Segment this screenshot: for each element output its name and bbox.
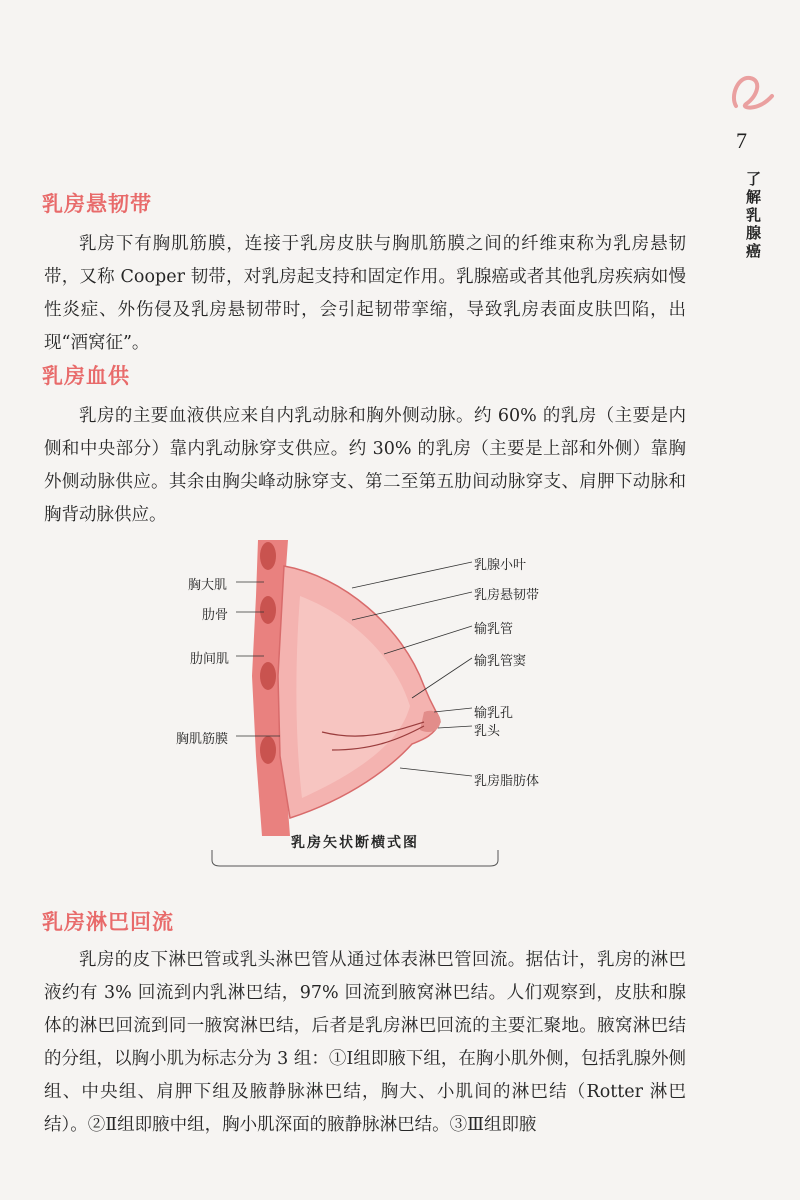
figure-label: 输乳管窦 [474,654,527,669]
section-heading: 乳房淋巴回流 [42,910,174,934]
section-body: 乳房的皮下淋巴管或乳头淋巴管从通过体表淋巴管回流。据估计，乳房的淋巴液约有 3% 回流到内乳淋巴结，97% 回流到腋窝淋巴结。人们观察到，皮肤和腺体的淋巴回流到同一腋窝淋巴结，后者是乳房淋巴回流的主要汇聚地。腋窝淋巴结的分组，以胸小肌为标志分为 3 组：①Ⅰ组即腋下组，在胸小肌外侧，包括乳腺外侧组、中央组、肩胛下组及腋静脉淋巴结，胸大、小肌间的淋巴结（Rotter 淋巴结）。②Ⅱ组即腋中组，胸小肌深面的腋静脉淋巴结。③Ⅲ组即腋 [44,950,686,1135]
figure-label: 乳头 [474,724,501,739]
figure-label: 肋间肌 [190,652,230,667]
caption-bracket [210,850,500,870]
figure-caption: 乳房矢状断横式图 [291,835,419,851]
figure-label: 乳腺小叶 [474,558,527,573]
figure-label: 乳房悬韧带 [474,588,540,603]
section-body: 乳房的主要血液供应来自内乳动脉和胸外侧动脉。约 60% 的乳房（主要是内侧和中央部分）靠内乳动脉穿支供应。约 30% 的乳房（主要是上部和外侧）靠胸外侧动脉供应。其余由胸尖峰动脉穿支、第二至第五肋间动脉穿支、肩胛下动脉和胸背动脉供应。 [44,406,686,525]
pink-ribbon-icon [728,66,778,116]
chapter-title: 了解乳腺癌 [746,170,762,260]
section-heading: 乳房血供 [42,364,130,388]
figure-label: 输乳孔 [474,706,514,721]
figure-label: 肋骨 [202,608,229,623]
section-body: 乳房下有胸肌筋膜，连接于乳房皮肤与胸肌筋膜之间的纤维束称为乳房悬韧带，又称 Cooper 韧带，对乳房起支持和固定作用。乳腺癌或者其他乳房疾病如慢性炎症、外伤侵及乳房悬韧带时，会引起韧带挛缩，导致乳房表面皮肤凹陷，出现“酒窝征”。 [44,234,686,353]
figure-label: 乳房脂肪体 [474,774,540,789]
figure-label: 胸大肌 [188,578,228,593]
page-number: 7 [736,128,747,153]
figure-label: 胸肌筋膜 [176,732,229,747]
figure-label: 输乳管 [474,622,514,637]
section-heading: 乳房悬韧带 [42,192,152,216]
